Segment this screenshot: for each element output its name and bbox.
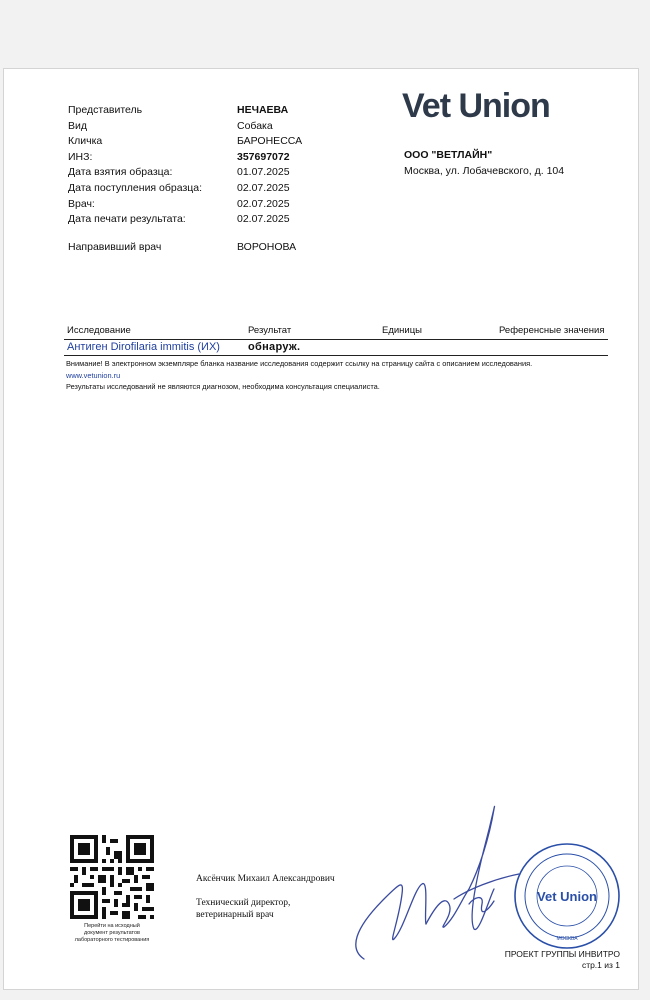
- info-label: Представитель: [68, 104, 143, 116]
- info-value: Собака: [237, 119, 273, 132]
- info-value: 02.07.2025: [237, 213, 290, 226]
- footer-page-number: стр.1 из 1: [581, 960, 620, 970]
- header-test: Исследование: [67, 325, 131, 336]
- disclaimer-note: Результаты исследований не являются диагнозом, необходима консультация специалиста.: [66, 382, 380, 391]
- signatory-name: Аксёнчик Михаил Александрович: [196, 874, 335, 884]
- stamp-logo-text: Vet Union: [537, 889, 597, 904]
- qr-caption-line3: лабораторного тестирования: [74, 937, 150, 943]
- info-label: Дата взятия образца:: [68, 166, 173, 179]
- table-row: [64, 341, 608, 356]
- info-value: НЕЧАЕВА: [237, 104, 289, 116]
- signatory-title-line1: Технический директор,: [196, 898, 291, 908]
- info-value: БАРОНЕССА: [237, 135, 303, 148]
- company-name: ООО "ВЕТЛАЙН": [404, 149, 493, 161]
- signatory-title-line2: ветеринарный врач: [196, 910, 274, 920]
- info-value: 01.07.2025: [237, 166, 290, 179]
- info-label: Дата поступления образца:: [68, 181, 203, 194]
- lab-result-document: [3, 68, 639, 990]
- test-result: обнаруж.: [248, 341, 301, 353]
- info-label: Вид: [68, 119, 87, 132]
- qr-caption-line1: Перейти на исходный: [84, 923, 140, 929]
- info-label: Дата печати результата:: [68, 213, 186, 226]
- referrer-value: ВОРОНОВА: [237, 241, 297, 253]
- website-link[interactable]: www.vetunion.ru: [66, 370, 121, 380]
- test-name-link[interactable]: Антиген Dirofilaria immitis (ИХ): [67, 341, 220, 353]
- qr-caption: [62, 923, 162, 944]
- footer: [464, 949, 620, 971]
- signatory: [196, 873, 335, 921]
- info-label: Врач:: [68, 197, 95, 210]
- company-address: Москва, ул. Лобачевского, д. 104: [404, 165, 565, 177]
- company-info: [404, 147, 564, 179]
- info-label: ИНЗ:: [68, 150, 93, 163]
- results-table-header: [64, 325, 608, 340]
- info-value: 02.07.2025: [237, 181, 290, 194]
- footer-project: ПРОЕКТ ГРУППЫ ИНВИТРО: [504, 949, 620, 959]
- header-units: Единицы: [382, 325, 423, 336]
- warning-note: Внимание! В электронном экземпляре бланка название исследования содержит ссылку на страницу сайта с описанием исследования.: [66, 359, 533, 368]
- info-label: Кличка: [68, 135, 103, 148]
- stamp-city-text: МОСКВА: [556, 936, 578, 942]
- vet-union-logo: Vet Union: [402, 87, 550, 125]
- qr-caption-line2: документ результатов: [84, 930, 140, 936]
- header-reference: Референсные значения: [499, 325, 605, 336]
- info-value: 02.07.2025: [237, 197, 290, 210]
- header-result: Результат: [248, 325, 292, 336]
- qr-code[interactable]: [70, 835, 154, 919]
- referrer-label: Направивший врач: [68, 241, 162, 253]
- info-value: 357697072: [237, 150, 290, 163]
- company-stamp: [512, 841, 622, 951]
- notes: [66, 358, 532, 393]
